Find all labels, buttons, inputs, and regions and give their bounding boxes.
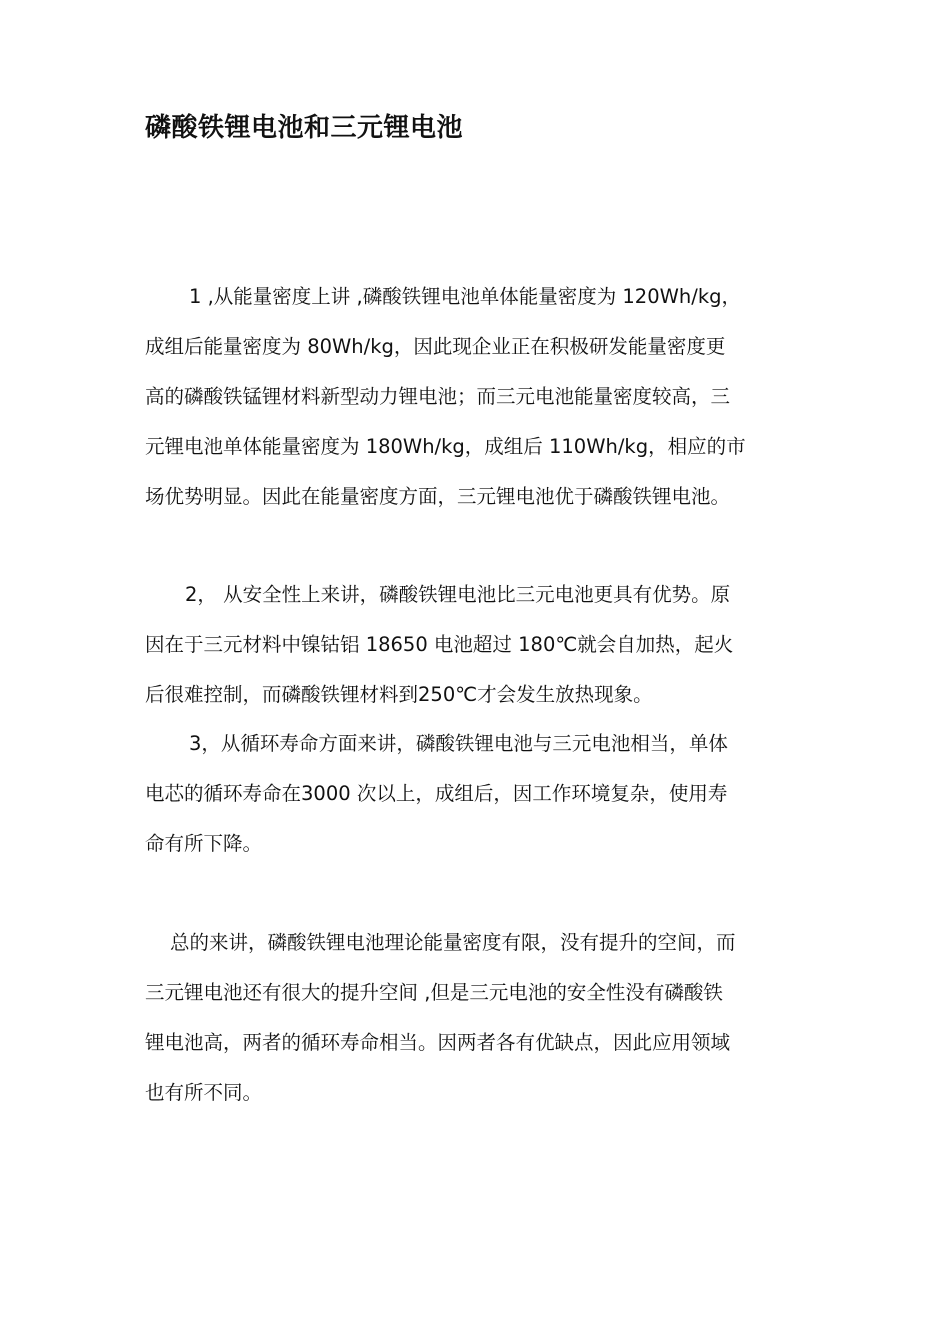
paragraph-line: 三元锂电池还有很大的提升空间 ,但是三元电池的安全性没有磷酸铁 xyxy=(145,981,723,1004)
paragraph-line: 因在于三元材料中镍钴铝 18650 电池超过 180℃就会自加热，起火 xyxy=(145,633,734,656)
paragraph-line: 总的来讲，磷酸铁锂电池理论能量密度有限，没有提升的空间，而 xyxy=(170,931,736,954)
paragraph-cycle-life xyxy=(145,719,825,869)
paragraph-line: 场优势明显。因此在能量密度方面，三元锂电池优于磷酸铁锂电池。 xyxy=(145,485,731,508)
paragraph-line: 电芯的循环寿命在3000 次以上，成组后，因工作环境复杂，使用寿 xyxy=(145,782,728,805)
paragraph-line: 元锂电池单体能量密度为 180Wh/kg，成组后 110Wh/kg，相应的市 xyxy=(145,435,746,458)
paragraph-line: 也有所不同。 xyxy=(145,1081,263,1104)
paragraph-line: 1 ,从能量密度上讲 ,磷酸铁锂电池单体能量密度为 120Wh/kg， xyxy=(189,285,741,308)
paragraph-safety xyxy=(145,570,825,720)
paragraph-line: 命有所下降。 xyxy=(145,832,263,855)
paragraph-line: 2， 从安全性上来讲，磷酸铁锂电池比三元电池更具有优势。原 xyxy=(185,583,731,606)
paragraph-line: 成组后能量密度为 80Wh/kg，因此现企业正在积极研发能量密度更 xyxy=(145,335,726,358)
paragraph-line: 锂电池高，两者的循环寿命相当。因两者各有优缺点，因此应用领域 xyxy=(145,1031,731,1054)
paragraph-energy-density xyxy=(145,272,825,522)
paragraph-line: 3，从循环寿命方面来讲，磷酸铁锂电池与三元电池相当，单体 xyxy=(189,732,728,755)
document-title: 磷酸铁锂电池和三元锂电池 xyxy=(145,113,464,143)
paragraph-line: 后很难控制，而磷酸铁锂材料到250℃才会发生放热现象。 xyxy=(145,683,653,706)
paragraph-line: 高的磷酸铁锰锂材料新型动力锂电池；而三元电池能量密度较高，三 xyxy=(145,385,731,408)
paragraph-summary xyxy=(145,918,835,1118)
